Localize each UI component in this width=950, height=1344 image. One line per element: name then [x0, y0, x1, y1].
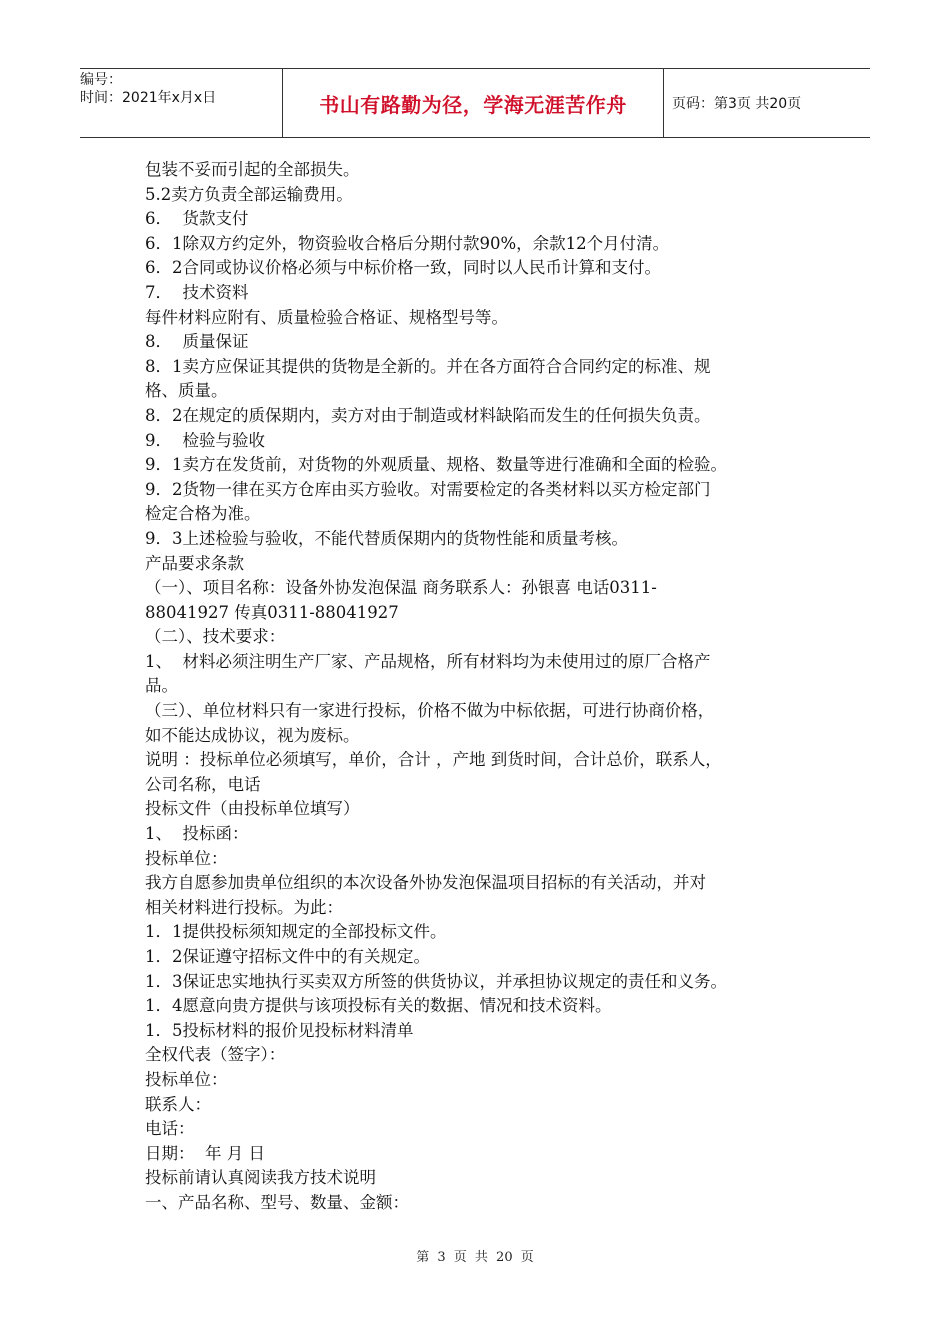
- body-line: （二）、技术要求：: [145, 627, 286, 647]
- body-line: 检定合格为准。: [145, 504, 261, 524]
- header-page-info: 页码：第3页 共20页: [672, 96, 802, 112]
- body-line: 1．4愿意向贵方提供与该项投标有关的数据、情况和技术资料。: [145, 996, 612, 1016]
- body-line: 投标文件（由投标单位填写）: [145, 799, 360, 819]
- body-line: 1、 材料必须注明生产厂家、产品规格，所有材料均为未使用过的原厂合格产: [145, 651, 711, 671]
- page-header: [80, 68, 870, 138]
- body-line: 9．1卖方在发货前，对货物的外观质量、规格、数量等进行准确和全面的检验。: [145, 455, 727, 475]
- body-line: 我方自愿参加贵单位组织的本次设备外协发泡保温项目招标的有关活动，并对: [145, 873, 706, 893]
- body-line: 1．5投标材料的报价见投标材料清单: [145, 1020, 414, 1040]
- body-line: （一）、项目名称：设备外协发泡保温 商务联系人：孙银喜 电话0311-: [145, 578, 657, 598]
- body-line: 1．2保证遵守招标文件中的有关规定。: [145, 947, 430, 966]
- body-line: 9． 检验与验收: [145, 430, 265, 450]
- document-body: [145, 158, 810, 1216]
- page-footer: 第 3 页 共 20 页: [416, 1250, 534, 1265]
- body-line: 9．3上述检验与验收，不能代替质保期内的货物性能和质量考核。: [145, 528, 628, 548]
- body-line: 9．2货物一律在买方仓库由买方验收。对需要检定的各类材料以买方检定部门: [145, 479, 711, 499]
- body-line: 6．2合同或协议价格必须与中标价格一致，同时以人民币计算和支付。: [145, 258, 661, 278]
- body-line: 5.2卖方负责全部运输费用。: [145, 184, 353, 204]
- body-line: 投标单位：: [145, 1069, 228, 1089]
- header-meta: [80, 69, 283, 137]
- body-line: 8． 质量保证: [145, 332, 249, 352]
- body-line: 相关材料进行投标。为此：: [145, 897, 343, 917]
- body-line: 7． 技术资料: [145, 282, 249, 302]
- body-line: 8．1卖方应保证其提供的货物是全新的。并在各方面符合合同约定的标准、规: [145, 356, 711, 376]
- body-line: 一、产品名称、型号、数量、金额：: [145, 1192, 409, 1212]
- body-line: 每件材料应附有、质量检验合格证、规格型号等。: [145, 307, 508, 327]
- body-line: 投标单位：: [145, 848, 228, 868]
- body-line: 联系人：: [145, 1094, 211, 1114]
- body-line: 8．2在规定的质保期内，卖方对由于制造或材料缺陷而发生的任何损失负责。: [145, 405, 711, 425]
- header-number: 编号：: [80, 72, 122, 88]
- body-line: 1．3保证忠实地执行买卖双方所签的供货协议，并承担协议规定的责任和义务。: [145, 971, 727, 991]
- body-line: 如不能达成协议，视为废标。: [145, 725, 360, 745]
- body-line: 1、 投标函：: [145, 824, 249, 844]
- body-line: 产品要求条款: [145, 553, 244, 573]
- body-line: 格、质量。: [145, 381, 228, 401]
- body-line: （三）、单位材料只有一家进行投标，价格不做为中标依据，可进行协商价格，: [145, 701, 715, 721]
- header-motto: 书山有路勤为径，学海无涯苦作舟: [283, 69, 664, 137]
- body-line: 公司名称，电话: [145, 774, 261, 794]
- body-line: 日期： 年 月 日: [145, 1143, 265, 1163]
- body-line: 1．1提供投标须知规定的全部投标文件。: [145, 922, 447, 942]
- body-line: 6． 货款支付: [145, 209, 249, 229]
- body-line: 说明 ：投标单位必须填写，单价，合计 ，产地 到货时间，合计总价，联系人，: [145, 750, 722, 770]
- body-line: 全权代表（签字）：: [145, 1045, 286, 1065]
- body-line: 投标前请认真阅读我方技术说明: [145, 1168, 376, 1188]
- body-line: 包装不妥而引起的全部损失。: [145, 160, 360, 179]
- body-line: 品。: [145, 676, 178, 696]
- body-line: 88041927 传真0311-88041927: [145, 602, 399, 622]
- body-line: 6．1除双方约定外，物资验收合格后分期付款90%，余款12个月付清。: [145, 233, 670, 253]
- header-time: 时间：2021年x月x日: [80, 90, 217, 106]
- body-line: 电话：: [145, 1119, 195, 1139]
